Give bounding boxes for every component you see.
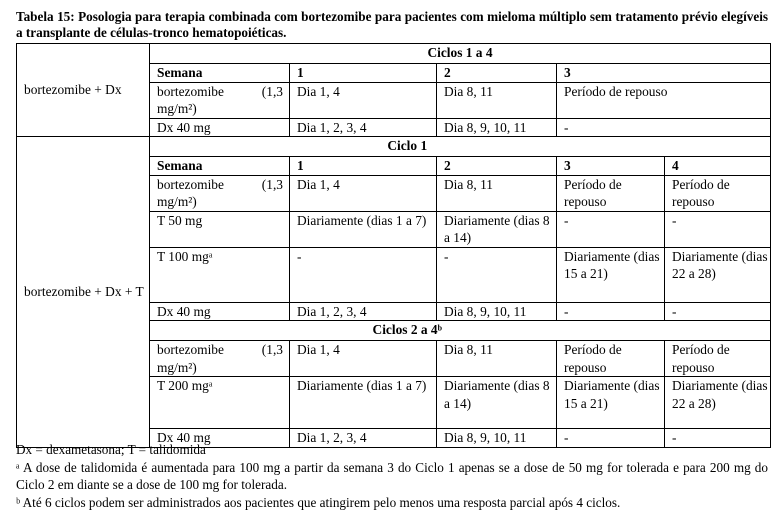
table-cell: Dia 1, 4: [290, 175, 437, 211]
drug-cell: Dx 40 mg: [150, 118, 290, 137]
table-cell: -: [437, 247, 557, 302]
dosage-table: [16, 43, 771, 448]
table-cell: -: [557, 429, 665, 448]
table-cell: Dia 8, 9, 10, 11: [437, 118, 557, 137]
column-header: 1: [290, 64, 437, 83]
drug-cell: bortezomibe (1,3 mg/m²): [150, 175, 290, 211]
table-cell: Período de repouso: [665, 341, 771, 377]
column-header: 1: [290, 157, 437, 176]
table-cell: -: [665, 302, 771, 321]
table-cell: Diariamente (dias 22 a 28): [665, 247, 771, 302]
table-row: [17, 44, 771, 64]
column-header: 3: [557, 157, 665, 176]
table-cell: -: [665, 211, 771, 247]
column-header: 3: [557, 64, 771, 83]
cycle-header: Ciclo 1: [150, 137, 665, 157]
column-header: 4: [665, 157, 771, 176]
drug-cell: T 200 mgᵃ: [150, 377, 290, 429]
table-cell: Diariamente (dias 1 a 7): [290, 377, 437, 429]
table-cell: Dia 8, 11: [437, 82, 557, 118]
table-cell: Dia 1, 2, 3, 4: [290, 118, 437, 137]
table-cell: -: [290, 247, 437, 302]
table-cell: Dia 8, 11: [437, 175, 557, 211]
table-cell: Período de repouso: [557, 175, 665, 211]
blank-cell: [665, 137, 771, 157]
column-header: Semana: [150, 64, 290, 83]
footnote-abbreviations: Dx = dexametasona; T = talidomida: [16, 442, 206, 457]
table-cell: Dia 8, 9, 10, 11: [437, 302, 557, 321]
table-cell: Dia 1, 4: [290, 341, 437, 377]
table-cell: Diariamente (dias 15 a 21): [557, 247, 665, 302]
table-cell: Diariamente (dias 8 a 14): [437, 377, 557, 429]
table-cell: Diariamente (dias 1 a 7): [290, 211, 437, 247]
table-cell: Dia 1, 4: [290, 82, 437, 118]
drug-cell: T 50 mg: [150, 211, 290, 247]
drug-cell: Dx 40 mg: [150, 302, 290, 321]
regimen-label: bortezomibe + Dx + T: [17, 137, 150, 448]
footnote-b: ᵇ Até 6 ciclos podem ser administrados aos pacientes que atingirem pelo menos uma resposta parcial após 4 ciclos.: [16, 495, 621, 510]
table-cell: Período de repouso: [557, 82, 771, 118]
table-cell: Dia 1, 2, 3, 4: [290, 429, 437, 448]
table-cell: Dia 1, 2, 3, 4: [290, 302, 437, 321]
drug-cell: Dx 40 mg: [150, 429, 290, 448]
table-row: [17, 137, 771, 157]
drug-cell: bortezomibe (1,3 mg/m²): [150, 341, 290, 377]
cycle-header: Ciclos 2 a 4ᵇ: [150, 321, 665, 341]
footnote-a: ᵃ A dose de talidomida é aumentada para 100 mg a partir da semana 3 do Ciclo 1 apenas se a dose de 50 mg for tolerada e para 200 mg do Ciclo 2 em diante se a dose de 100 mg for tolerada.: [16, 460, 768, 492]
table-cell: Dia 8, 9, 10, 11: [437, 429, 557, 448]
table-cell: -: [665, 429, 771, 448]
regimen-label: bortezomibe + Dx: [17, 44, 150, 137]
table-cell: Período de repouso: [557, 341, 665, 377]
drug-cell: T 100 mgᵃ: [150, 247, 290, 302]
table-cell: Diariamente (dias 22 a 28): [665, 377, 771, 429]
blank-cell: [665, 321, 771, 341]
table-caption: Tabela 15: Posologia para terapia combinada com bortezomibe para pacientes com mieloma múltiplo sem tratamento prévio elegíveis a transplante de células-tronco hematopoiéticas.: [16, 9, 768, 40]
table-cell: -: [557, 302, 665, 321]
cycle-header: Ciclos 1 a 4: [150, 44, 771, 64]
table-cell: Dia 8, 11: [437, 341, 557, 377]
table-cell: Diariamente (dias 15 a 21): [557, 377, 665, 429]
table-cell: -: [557, 211, 665, 247]
table-cell: Período de repouso: [665, 175, 771, 211]
drug-cell: bortezomibe (1,3 mg/m²): [150, 82, 290, 118]
table-cell: -: [557, 118, 771, 137]
column-header: 2: [437, 64, 557, 83]
column-header: 2: [437, 157, 557, 176]
column-header: Semana: [150, 157, 290, 176]
table-cell: Diariamente (dias 8 a 14): [437, 211, 557, 247]
